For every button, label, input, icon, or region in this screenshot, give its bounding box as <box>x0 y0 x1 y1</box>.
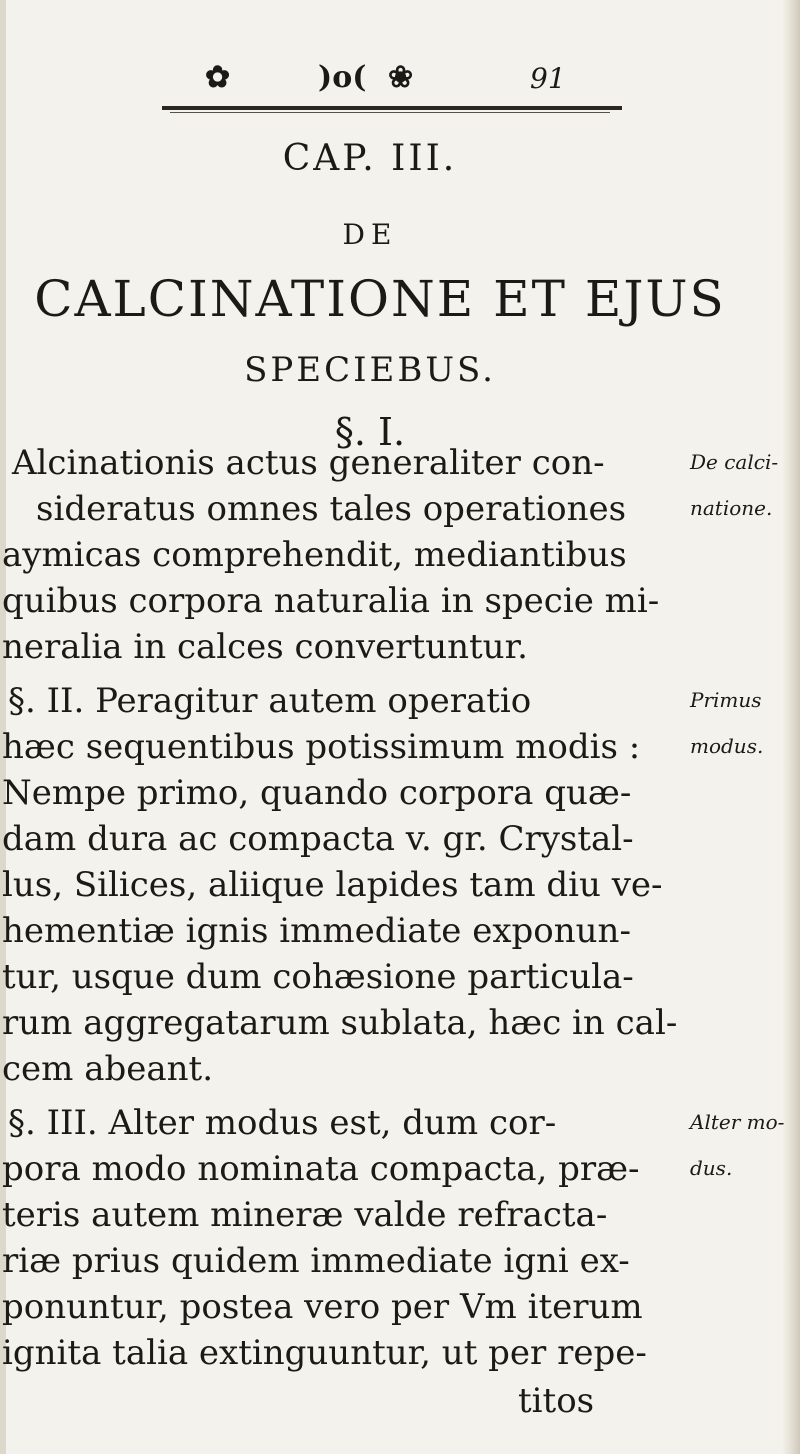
text-line: dam dura ac compacta v. gr. Crystal- <box>2 819 634 859</box>
ornament-right: ❀ <box>388 60 414 95</box>
text-line: cem abeant. <box>2 1049 214 1089</box>
margin-note: Primus <box>690 688 762 712</box>
text-line: quibus corpora naturalia in specie mi- <box>2 581 660 621</box>
text-line: hementiæ ignis immediate exponun- <box>2 911 631 951</box>
margin-note: natione. <box>690 496 773 520</box>
margin-note: modus. <box>690 734 764 758</box>
section-mark: §. I. <box>334 410 406 454</box>
text-line: §. II. Peragitur autem operatio <box>8 681 532 721</box>
chapter-title-line-2: SPECIEBUS. <box>244 350 496 390</box>
text-line: pora modo nominata compacta, præ- <box>2 1149 640 1189</box>
page-header <box>0 60 800 110</box>
text-line: riæ prius quidem immediate igni ex- <box>2 1241 630 1281</box>
text-line: aymicas comprehendit, mediantibus <box>2 535 627 575</box>
header-rule <box>162 106 622 110</box>
chapter-de: DE <box>342 218 398 251</box>
text-line: neralia in calces convertuntur. <box>2 627 528 667</box>
text-line: teris autem mineræ valde refracta- <box>2 1195 608 1235</box>
text-line: rum aggregatarum sublata, hæc in cal- <box>2 1003 678 1043</box>
text-line: Nempe primo, quando corpora quæ- <box>2 773 632 813</box>
chapter-title-line-1: CALCINATIONE ET EJUS <box>34 270 726 328</box>
text-line: tur, usque dum cohæsione particula- <box>2 957 634 997</box>
text-line: ponuntur, postea vero per Vm iterum <box>2 1287 643 1327</box>
chapter-number: CAP. III. <box>282 138 458 179</box>
text-line: §. III. Alter modus est, dum cor- <box>8 1103 557 1143</box>
text-line: Alcinationis actus generaliter con- <box>12 443 605 483</box>
catchword: titos <box>518 1381 595 1421</box>
page-right-edge <box>782 0 800 1454</box>
ornament-middle: )o( <box>318 60 367 95</box>
text-line: ignita talia extinguuntur, ut per repe- <box>2 1333 647 1373</box>
text-line: sideratus omnes tales operationes <box>36 489 627 529</box>
page-number: 91 <box>530 62 566 95</box>
margin-note: dus. <box>690 1156 733 1180</box>
text-line: lus, Silices, aliique lapides tam diu ve- <box>2 865 663 905</box>
margin-note: De calci- <box>690 450 779 474</box>
text-line: hæc sequentibus potissimum modis : <box>2 727 641 767</box>
margin-note: Alter mo- <box>690 1110 785 1134</box>
ornament-left: ✿ <box>205 60 231 95</box>
header-rule-thin <box>170 112 610 113</box>
